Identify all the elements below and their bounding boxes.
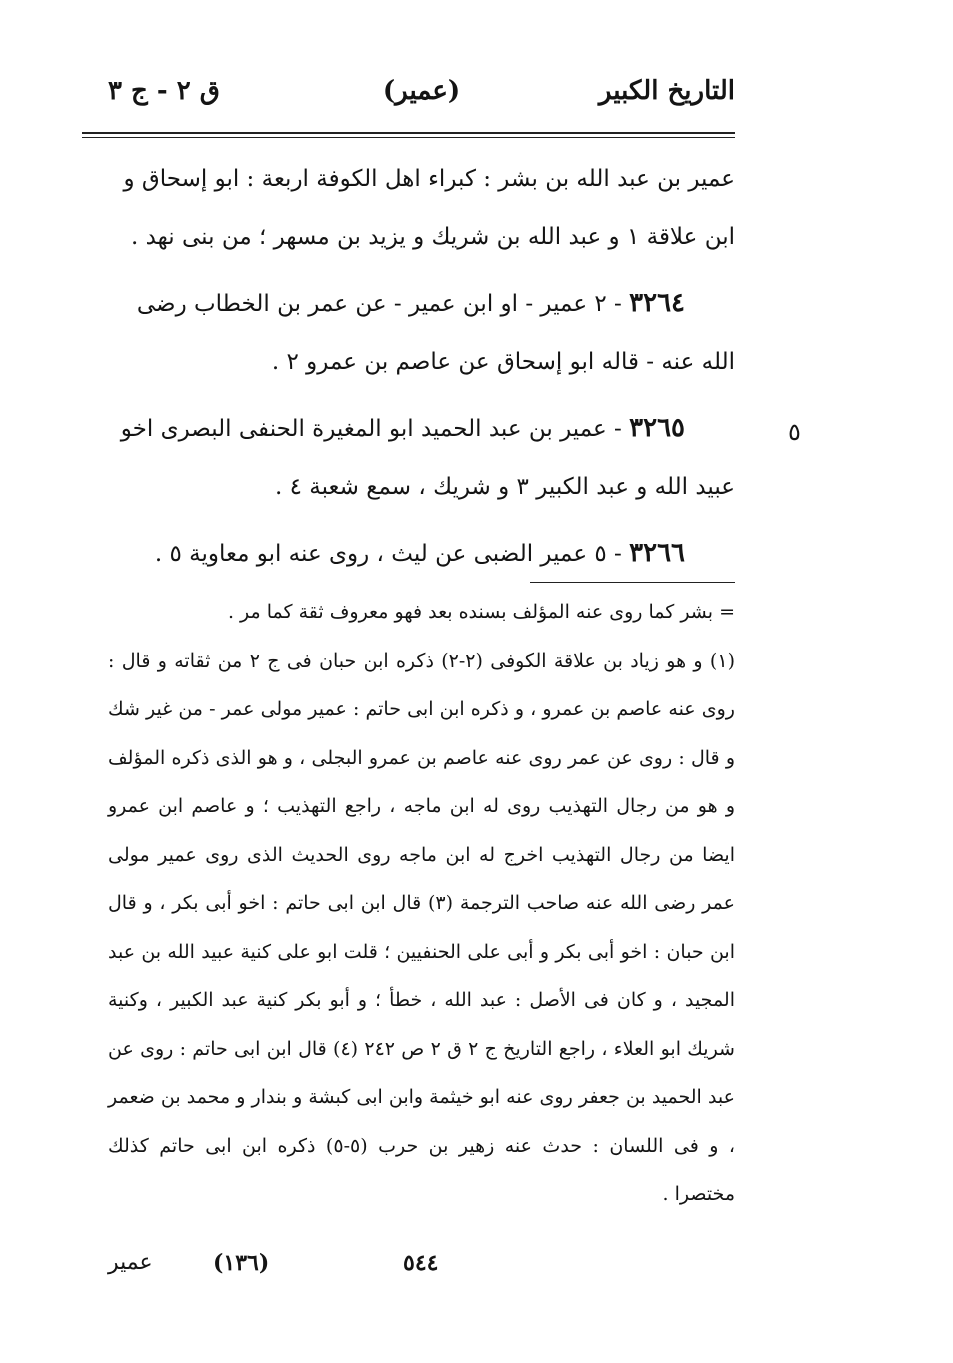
entry-number: ٣٢٦٥: [629, 413, 685, 443]
section-title: (عمير): [382, 76, 461, 106]
footer-item-count: (١٣٦): [213, 1250, 270, 1276]
entry-text: - ٢ عمير - او ابن عمير - عن عمر بن الخطاب رضى الله عنه - قاله ابو إسحاق عن عاصم بن عمرو ٢ .: [136, 291, 735, 375]
line-margin-number: ٥: [788, 418, 801, 446]
main-text: [108, 150, 735, 583]
entry-number: ٣٢٦٦: [629, 538, 685, 568]
book-title: التاريخ الكبير: [598, 76, 735, 106]
entry-text: - عمير بن عبد الحميد ابو المغيرة الحنفى البصرى اخو عبيد الله و عبد الكبير ٣ و شريك ، سمع شعبة ٤ .: [120, 416, 735, 500]
footnote-body: (١) و هو زياد بن علاقة الكوفى (٢-٢) ذكره ابن حبان فى ج ٢ من ثقاته و قال : روى عنه عاصم بن عمرو ، و ذكره ابن ابى حاتم : عمير مولى عمر - من غير شك و قال : روى عن عمر روى عنه عاصم بن عمرو البجلى ، و هو الذى ذكره المؤلف و هو من رجال التهذيب روى له ابن ماجه ، راجع التهذيب ؛ و عاصم ابن عمرو ايضا من رجال التهذيب اخرج له ابن ماجه روى الحديث الذى روى عمير مولى عمر رضى الله عنه صاحب الترجمة (٣) قال ابن ابى حاتم : اخو أبى بكر ، و قال ابن حبان : اخو أبى بكر و أبى على الحنفيين ؛ قلت ابو على كنية عبيد الله بن عبد المجيد ، و كان فى الأصل : عبد الله ، خطأ ؛ و أبو بكر كنية عبد الكبير ، وكنية شريك ابو العلاء ، راجع التاريخ ج ٢ ق ٢ ص ٢٤٢ (٤) قال ابن ابى حاتم : روى عن عبد الحميد بن جعفر روى عنه ابو خيثمة وابن ابى كبشة و بندار و محمد بن ضعمر ، و فى اللسان : حدث عنه زهير بن حرب (٥-٥) ذكره ابن ابى حاتم كذلك مختصرا .: [108, 649, 735, 1205]
footnote-continuation: = بشر كما روى عنه المؤلف بسنده بعد فهو معروف ثقة كما مر .: [227, 601, 735, 623]
entry-number: ٣٢٦٤: [629, 288, 685, 318]
entry-3266: [108, 524, 735, 583]
footer-name: عمير: [108, 1250, 153, 1275]
volume-reference: ق ٢ - ج ٣: [108, 76, 220, 106]
page-number: ٥٤٤: [403, 1250, 439, 1276]
header-rule: [82, 132, 735, 134]
footnote-separator: [530, 582, 735, 583]
footnotes: [108, 588, 735, 1219]
entry-text: - ٥ عمير الضبى عن ليث ، روى عنه ابو معاوية ٥ .: [154, 541, 622, 567]
running-header: [108, 70, 735, 130]
page-footer: [108, 1250, 735, 1290]
entry-3264: [108, 274, 735, 391]
header-rule-thin: [82, 137, 735, 138]
intro-paragraph: عمير بن عبد الله بن بشر : كبراء اهل الكوفة اربعة : ابو إسحاق و ابن علاقة ١ و عبد الله بن شريك و يزيد بن مسهر ؛ من بنى نهد .: [123, 166, 735, 250]
entry-3265: [108, 399, 735, 516]
